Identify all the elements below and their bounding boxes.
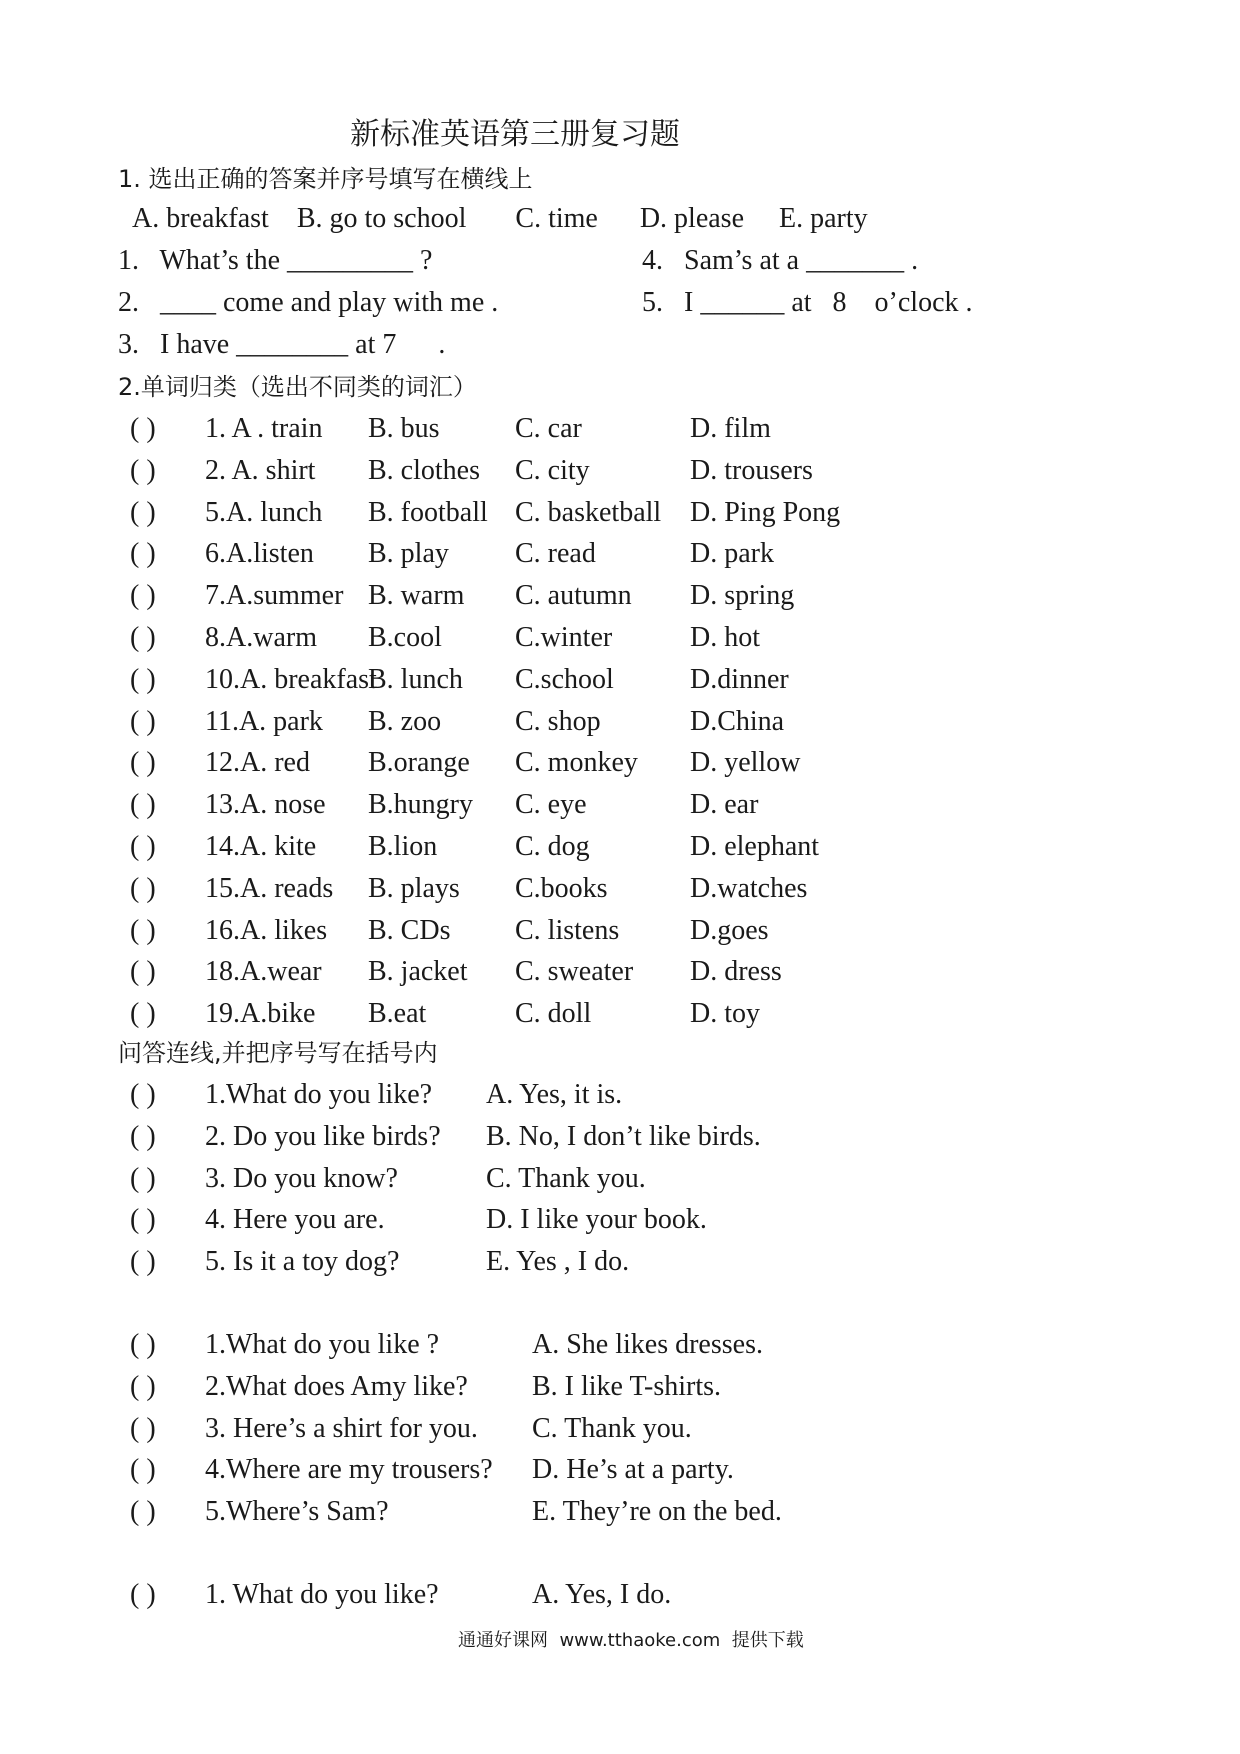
fill-item-1: 1. What’s the _________ ?	[118, 245, 433, 276]
question-text: 1.What do you like ?	[205, 1329, 440, 1360]
option-c: C. autumn	[515, 580, 632, 611]
answer-text: D. He’s at a party.	[532, 1454, 734, 1485]
option-a: 13.A. nose	[205, 789, 326, 820]
answer-bracket[interactable]: ( )	[130, 580, 156, 611]
answer-text: D. I like your book.	[486, 1204, 707, 1235]
option-a: 10.A. breakfast	[205, 664, 377, 695]
option-d: D. dress	[690, 956, 782, 987]
classification-row	[0, 872, 1240, 908]
option-a: 11.A. park	[205, 706, 323, 737]
option-a: 12.A. red	[205, 747, 310, 778]
option-c: C. doll	[515, 998, 592, 1029]
option-a: 6.A.listen	[205, 538, 314, 569]
classification-row	[0, 830, 1240, 866]
option-d: D.goes	[690, 915, 769, 946]
option-c: C. read	[515, 538, 596, 569]
answer-bracket[interactable]: ( )	[130, 747, 156, 778]
option-d: D.dinner	[690, 664, 789, 695]
answer-bracket[interactable]: ( )	[130, 497, 156, 528]
answer-bracket[interactable]: ( )	[130, 1121, 156, 1152]
option-c: C. sweater	[515, 956, 634, 987]
option-d: D. ear	[690, 789, 759, 820]
option-b: B.lion	[368, 831, 438, 862]
question-text: 3. Do you know?	[205, 1163, 398, 1194]
answer-bracket[interactable]: ( )	[130, 413, 156, 444]
option-a: 8.A.warm	[205, 622, 317, 653]
answer-text: B. I like T-shirts.	[532, 1371, 722, 1402]
section2-heading: 2.单词归类（选出不同类的词汇）	[118, 373, 477, 401]
answer-bracket[interactable]: ( )	[130, 956, 156, 987]
qa-row	[0, 1120, 1240, 1156]
answer-bracket[interactable]: ( )	[130, 789, 156, 820]
answer-text: A. Yes, it is.	[486, 1079, 623, 1110]
classification-row	[0, 537, 1240, 573]
answer-bracket[interactable]: ( )	[130, 873, 156, 904]
answer-bracket[interactable]: ( )	[130, 664, 156, 695]
option-d: D. Ping Pong	[690, 497, 841, 528]
option-a: 16.A. likes	[205, 915, 328, 946]
option-c: C. listens	[515, 915, 620, 946]
qa-row	[0, 1453, 1240, 1489]
option-c: C.books	[515, 873, 608, 904]
option-a: 14.A. kite	[205, 831, 317, 862]
option-d: D. film	[690, 413, 771, 444]
option-a: 7.A.summer	[205, 580, 344, 611]
option-b: B. warm	[368, 580, 465, 611]
option-b: B. bus	[368, 413, 440, 444]
classification-row	[0, 955, 1240, 991]
answer-bracket[interactable]: ( )	[130, 1371, 156, 1402]
option-d: D. hot	[690, 622, 760, 653]
classification-row	[0, 454, 1240, 490]
qa-row	[0, 1578, 1240, 1614]
option-c: C.school	[515, 664, 614, 695]
option-d: D.China	[690, 706, 785, 737]
classification-row	[0, 705, 1240, 741]
question-text: 1. What do you like?	[205, 1579, 439, 1610]
footer-credit: 通通好课网 www.tthaoke.com 提供下载	[458, 1630, 804, 1651]
option-a: 1. A . train	[205, 413, 323, 444]
qa-row	[0, 1078, 1240, 1114]
option-b: B. clothes	[368, 455, 480, 486]
section1-options: A. breakfast B. go to school C. time D. please E. party	[132, 203, 868, 234]
option-b: B. jacket	[368, 956, 468, 987]
answer-bracket[interactable]: ( )	[130, 1163, 156, 1194]
answer-bracket[interactable]: ( )	[130, 622, 156, 653]
question-text: 4. Here you are.	[205, 1204, 385, 1235]
classification-row	[0, 663, 1240, 699]
classification-row	[0, 746, 1240, 782]
fill-item-3: 3. I have ________ at 7 .	[118, 329, 446, 360]
question-text: 2.What does Amy like?	[205, 1371, 468, 1402]
qa-row	[0, 1495, 1240, 1531]
qa-row	[0, 1203, 1240, 1239]
answer-bracket[interactable]: ( )	[130, 455, 156, 486]
option-c: C. basketball	[515, 497, 662, 528]
answer-text: A. Yes, I do.	[532, 1579, 672, 1610]
option-b: B. lunch	[368, 664, 463, 695]
option-d: D. elephant	[690, 831, 820, 862]
option-c: C.winter	[515, 622, 613, 653]
answer-bracket[interactable]: ( )	[130, 1413, 156, 1444]
option-d: D. park	[690, 538, 774, 569]
section1-heading: 1. 选出正确的答案并序号填写在横线上	[118, 165, 533, 193]
answer-bracket[interactable]: ( )	[130, 998, 156, 1029]
option-c: C. city	[515, 455, 590, 486]
classification-row	[0, 997, 1240, 1033]
answer-text: E. Yes , I do.	[486, 1246, 630, 1277]
answer-bracket[interactable]: ( )	[130, 706, 156, 737]
answer-bracket[interactable]: ( )	[130, 1579, 156, 1610]
option-c: C. dog	[515, 831, 590, 862]
question-text: 2. Do you like birds?	[205, 1121, 441, 1152]
fill-item-2: 2. ____ come and play with me .	[118, 287, 499, 318]
option-b: B.cool	[368, 622, 442, 653]
option-b: B. plays	[368, 873, 460, 904]
answer-text: C. Thank you.	[532, 1413, 692, 1444]
option-d: D. yellow	[690, 747, 801, 778]
qa-row	[0, 1412, 1240, 1448]
answer-text: B. No, I don’t like birds.	[486, 1121, 761, 1152]
option-b: B. zoo	[368, 706, 442, 737]
answer-text: C. Thank you.	[486, 1163, 646, 1194]
qa-row	[0, 1162, 1240, 1198]
question-text: 5.Where’s Sam?	[205, 1496, 389, 1527]
option-d: D. toy	[690, 998, 760, 1029]
classification-row	[0, 914, 1240, 950]
option-b: B. football	[368, 497, 488, 528]
answer-bracket[interactable]: ( )	[130, 1454, 156, 1485]
fill-item-4: 4. Sam’s at a _______ .	[642, 245, 919, 276]
question-text: 4.Where are my trousers?	[205, 1454, 493, 1485]
classification-row	[0, 412, 1240, 448]
answer-bracket[interactable]: ( )	[130, 1204, 156, 1235]
option-c: C. eye	[515, 789, 587, 820]
classification-row	[0, 621, 1240, 657]
option-a: 2. A. shirt	[205, 455, 316, 486]
classification-row	[0, 788, 1240, 824]
question-text: 5. Is it a toy dog?	[205, 1246, 400, 1277]
option-d: D. trousers	[690, 455, 813, 486]
option-d: D.watches	[690, 873, 808, 904]
answer-bracket[interactable]: ( )	[130, 1329, 156, 1360]
qa-row	[0, 1328, 1240, 1364]
answer-bracket[interactable]: ( )	[130, 538, 156, 569]
option-c: C. monkey	[515, 747, 638, 778]
answer-bracket[interactable]: ( )	[130, 1246, 156, 1277]
question-text: 3. Here’s a shirt for you.	[205, 1413, 478, 1444]
classification-row	[0, 579, 1240, 615]
qa-row	[0, 1245, 1240, 1281]
answer-bracket[interactable]: ( )	[130, 831, 156, 862]
answer-text: A. She likes dresses.	[532, 1329, 763, 1360]
option-c: C. shop	[515, 706, 601, 737]
option-b: B. CDs	[368, 915, 451, 946]
answer-bracket[interactable]: ( )	[130, 1079, 156, 1110]
answer-text: E. They’re on the bed.	[532, 1496, 782, 1527]
option-a: 15.A. reads	[205, 873, 334, 904]
option-d: D. spring	[690, 580, 795, 611]
answer-bracket[interactable]: ( )	[130, 915, 156, 946]
page-title: 新标准英语第三册复习题	[350, 117, 680, 152]
option-b: B. play	[368, 538, 449, 569]
option-b: B.eat	[368, 998, 427, 1029]
classification-row	[0, 496, 1240, 532]
option-a: 19.A.bike	[205, 998, 316, 1029]
qa-row	[0, 1370, 1240, 1406]
option-a: 18.A.wear	[205, 956, 322, 987]
section3-heading: 问答连线,并把序号写在括号内	[118, 1039, 438, 1067]
option-a: 5.A. lunch	[205, 497, 323, 528]
answer-bracket[interactable]: ( )	[130, 1496, 156, 1527]
question-text: 1.What do you like?	[205, 1079, 433, 1110]
option-c: C. car	[515, 413, 582, 444]
fill-item-5: 5. I ______ at 8 o’clock .	[642, 287, 973, 318]
option-b: B.orange	[368, 747, 470, 778]
option-b: B.hungry	[368, 789, 473, 820]
